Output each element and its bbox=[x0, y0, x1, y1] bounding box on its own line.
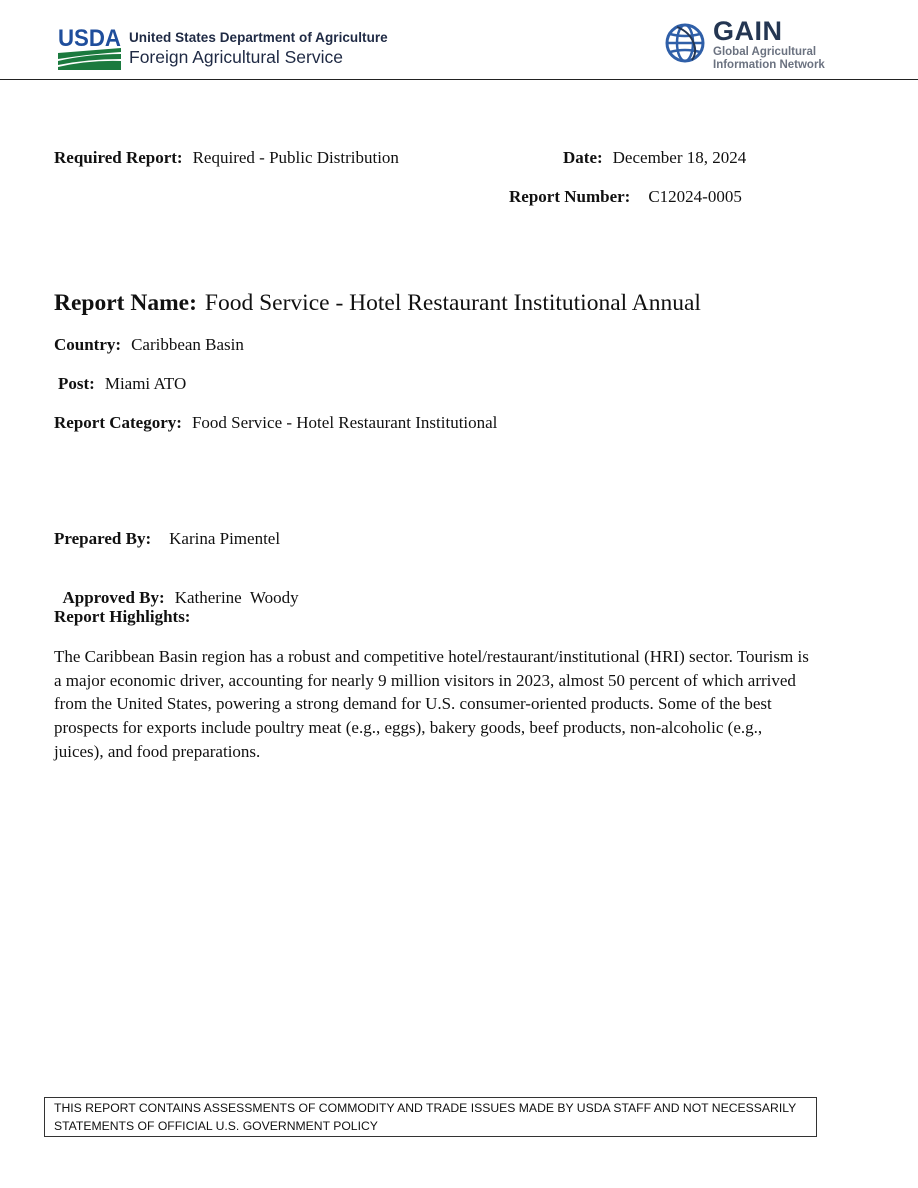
approved-by-field bbox=[54, 568, 299, 608]
disclaimer-box bbox=[44, 1097, 817, 1137]
department-name: United States Department of Agriculture bbox=[129, 30, 388, 45]
agency-name bbox=[129, 29, 388, 68]
report-category-field bbox=[54, 413, 497, 433]
country-field bbox=[54, 335, 244, 355]
required-report-label: Required Report: bbox=[54, 148, 183, 167]
required-report-value: Required - Public Distribution bbox=[192, 148, 399, 167]
country-label: Country: bbox=[54, 335, 122, 354]
post-field bbox=[58, 374, 186, 394]
report-highlights-label: Report Highlights: bbox=[54, 607, 191, 626]
usda-acronym: USDA bbox=[58, 26, 121, 52]
date-label: Date: bbox=[563, 148, 603, 167]
report-name-field bbox=[54, 289, 701, 317]
prepared-by-value: Karina Pimentel bbox=[169, 529, 281, 548]
header-divider bbox=[0, 79, 918, 80]
date-value: December 18, 2024 bbox=[612, 148, 747, 167]
prepared-by-field bbox=[54, 529, 280, 549]
prepared-by-label: Prepared By: bbox=[54, 529, 152, 548]
report-number-field bbox=[509, 187, 742, 207]
report-number-value: C12024-0005 bbox=[648, 187, 742, 206]
service-name: Foreign Agricultural Service bbox=[129, 47, 343, 67]
country-value: Caribbean Basin bbox=[131, 335, 244, 354]
gain-subtitle-1: Global Agricultural bbox=[713, 46, 817, 58]
approved-by-label: Approved By: bbox=[62, 588, 165, 607]
usda-logo bbox=[58, 26, 122, 72]
gain-title: GAIN bbox=[713, 16, 783, 46]
gain-logo bbox=[713, 17, 825, 72]
post-value: Miami ATO bbox=[104, 374, 187, 393]
report-category-value: Food Service - Hotel Restaurant Institutional bbox=[191, 413, 498, 432]
post-label: Post: bbox=[58, 374, 95, 393]
globe-icon bbox=[664, 22, 706, 64]
disclaimer-line-1: THIS REPORT CONTAINS ASSESSMENTS OF COMMODITY AND TRADE ISSUES MADE BY USDA STAFF AND NOT NECESSARILY bbox=[54, 1101, 797, 1115]
approved-by-value: Katherine Woody bbox=[174, 588, 299, 607]
date-field bbox=[563, 148, 746, 168]
report-name-value: Food Service - Hotel Restaurant Institutional Annual bbox=[204, 290, 701, 316]
report-category-label: Report Category: bbox=[54, 413, 182, 432]
required-report-field bbox=[54, 148, 399, 168]
report-number-label: Report Number: bbox=[509, 187, 631, 206]
report-highlights-body: The Caribbean Basin region has a robust and competitive hotel/restaurant/institutional (HRI) sector. Tourism is a major economic driver, accounting for nearly 9 million visitors in 2023, almost 50 percent of which arrived from the United States, powering a strong demand for U.S. consumer-oriented products. Some of the best prospects for exports include poultry meat (e.g., eggs), bakery goods, beef products, non-alcoholic (e.g., juices), and food preparations. bbox=[54, 647, 809, 761]
disclaimer-line-2: STATEMENTS OF OFFICIAL U.S. GOVERNMENT POLICY bbox=[54, 1118, 378, 1133]
report-name-label: Report Name: bbox=[54, 290, 197, 316]
gain-subtitle-2: Information Network bbox=[713, 59, 825, 71]
